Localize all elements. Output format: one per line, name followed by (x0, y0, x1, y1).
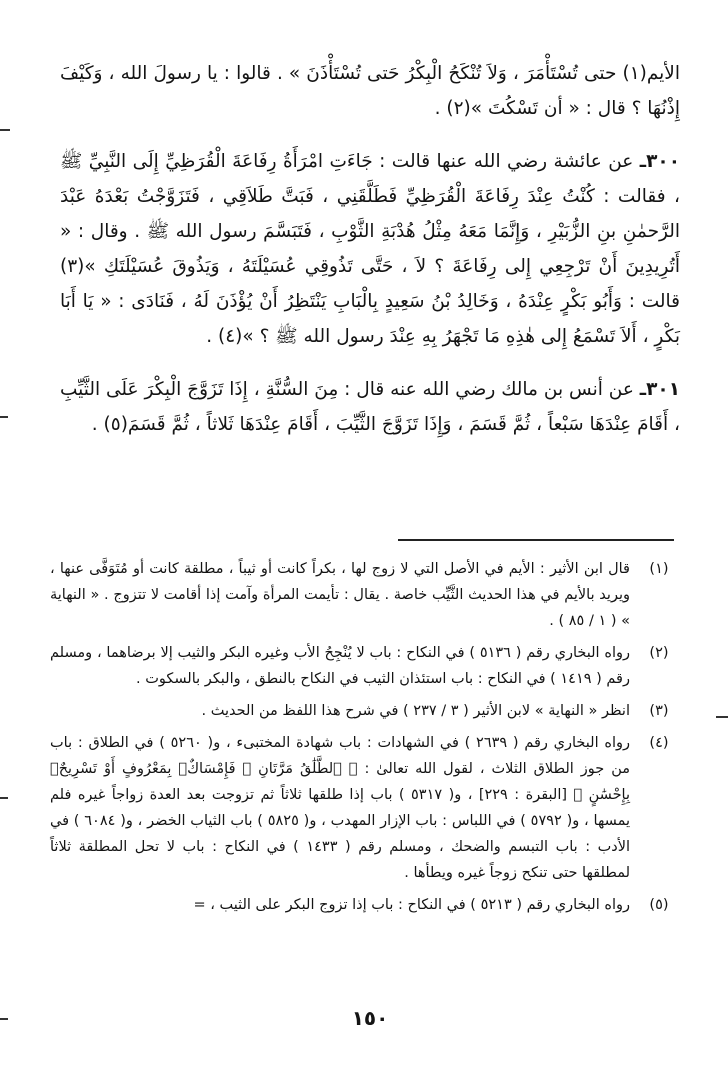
footnote-text: رواه البخاري رقم ( ٥٢١٣ ) في النكاح : باب إذا تزوج البكر على الثيب ، = (193, 897, 630, 913)
footnote-text: رواه البخاري رقم ( ٢٦٣٩ ) في الشهادات : باب شهادة المختبىء ، و( ٥٢٦٠ ) في الطلاق : باب من جوز الطلاق الثلاث ، لقول الله تعالىٰ : ﴿ ٱلطَّلَٰقُ مَرَّتَانِ ۖ فَإِمْسَاكٌۢ بِمَعْرُوفٍ أَوْ تَسْرِيحٌۢ بِإِحْسَٰنٍ ﴾ [البقرة : ٢٢٩] ، و( ٥٣١٧ ) باب إذا طلقها ثلاثاً ثم تزوجت بعد العدة زواجاً غيره فلم يمسها ، و( ٥٧٩٢ ) في اللباس : باب الإزار المهدب ، و( ٥٨٢٥ ) باب الثياب الخضر ، و( ٦٠٨٤ ) في الأدب : باب التبسم والضحك ، ومسلم رقم ( ١٤٣٣ ) في النكاح : باب لا تحل المطلقة ثلاثاً لمطلقها حتى تنكح زوجاً غيره ويطأها . (50, 735, 630, 881)
hadith-number: ٣٠١ـ (639, 379, 680, 400)
footnote-number: (٥) (649, 897, 669, 913)
footnote (50, 556, 680, 634)
footnotes (50, 556, 680, 924)
hadith-300 (60, 144, 680, 354)
footnote (50, 640, 680, 692)
footnote-text: انظر « النهاية » لابن الأثير ( ٣ / ٢٣٧ ) في شرح هذا اللفظ من الحديث . (201, 703, 630, 719)
scan-edge-mark (0, 129, 10, 131)
footnote-text: قال ابن الأثير : الأيم في الأصل التي لا زوج لها ، بكراً كانت أو ثيباً ، مطلقة كانت أو مُتَوَفَّى عنها ، ويريد بالأيم في هذا الحديث الثَّيِّب خاصة . يقال : تأيمت المرأة وآمت إذا أقامت لا تتزوج . « النهاية » ( ١ / ٨٥ ) . (50, 561, 630, 629)
main-text (60, 56, 680, 442)
hadith-text: عن أنس بن مالك رضي الله عنه قال : مِنَ السُّنَّةِ ، إِذَا تَزَوَّجَ الْبِكْرَ عَلَى الثَّيِّبِ ، أَقَامَ عِنْدَهَا سَبْعاً ، ثُمَّ قَسَمَ ، وَإِذَا تَزَوَّجَ الثَّيِّبَ ، أَقَامَ عِنْدَهَا ثَلاثاً ، ثُمَّ قَسَمَ(٥) . (60, 379, 680, 435)
hadith-number: ٣٠٠ـ (639, 151, 680, 172)
footnote (50, 698, 680, 724)
scan-edge-mark (0, 797, 8, 799)
intro-paragraph: الأيم(١) حتى تُسْتَأْمَرَ ، وَلاَ تُنْكَحُ الْبِكْرُ حَتى تُسْتَأْذَنَ » . قالوا : يا رسولَ الله ، وَكَيْفَ إِذْنُهَا ؟ قال : « أن تَسْكُتَ »(٢) . (60, 63, 680, 119)
footnote-text: رواه البخاري رقم ( ٥١٣٦ ) في النكاح : باب لا يُنْجِحُ الأب وغيره البكر والثيب إلا برضاهما ، ومسلم رقم ( ١٤١٩ ) في النكاح : باب استئذان الثيب في النكاح بالنطق ، والبكر بالسكوت . (50, 645, 630, 687)
footnote-number: (١) (649, 561, 669, 577)
footnote-number: (٣) (649, 703, 669, 719)
footnote (50, 730, 680, 886)
scan-edge-mark (0, 416, 8, 418)
scan-edge-mark (716, 716, 728, 718)
footnote-number: (٢) (649, 645, 669, 661)
footnote-number: (٤) (649, 735, 669, 751)
hadith-text: عن عائشة رضي الله عنها قالت : جَاءَتِ امْرَأَةُ رِفَاعَةَ الْقُرَظِيِّ إِلَى النَّبِيِّ ﷺ ، فقالت : كُنْتُ عِنْدَ رِفَاعَةَ الْقُرَظِيِّ فَطَلَّقَنِي ، فَبَتَّ طَلاَقِي ، فَتَزَوَّجْتُ بَعْدَهُ عَبْدَ الرَّحمٰنِ بنِ الزُّبَيْرِ ، وَإِنَّمَا مَعَهُ مِثْلُ هُدْبَةِ الثَّوْبِ ، فَتَبَسَّمَ رسول الله ﷺ . وقال : « أَتُرِيدِينَ أَنْ تَرْجِعِي إِلى رِفَاعَةَ ؟ لاَ ، حَتَّى تَذُوقِي عُسَيْلَتَهُ ، وَيَذُوقَ عُسَيْلَتَكِ »(٣) قالت : وَأَبُو بَكْرٍ عِنْدَهُ ، وَخَالِدُ بْنُ سَعِيدٍ بِالْبَابِ يَنْتَظِرُ أَنْ يُؤْذَنَ لَهُ ، فَنَادَى : « يَا أَبَا بَكْرٍ ، أَلاَ تَسْمَعُ إِلى هٰذِهِ مَا تَجْهَرُ بِهِ عِنْدَ رسول الله ﷺ ؟ »(٤) . (60, 151, 680, 347)
hadith-301 (60, 372, 680, 442)
scan-edge-mark (0, 1018, 8, 1020)
footnote-separator (398, 539, 674, 541)
footnote (50, 892, 680, 918)
page-number: ١٥٠ (351, 1006, 389, 1030)
